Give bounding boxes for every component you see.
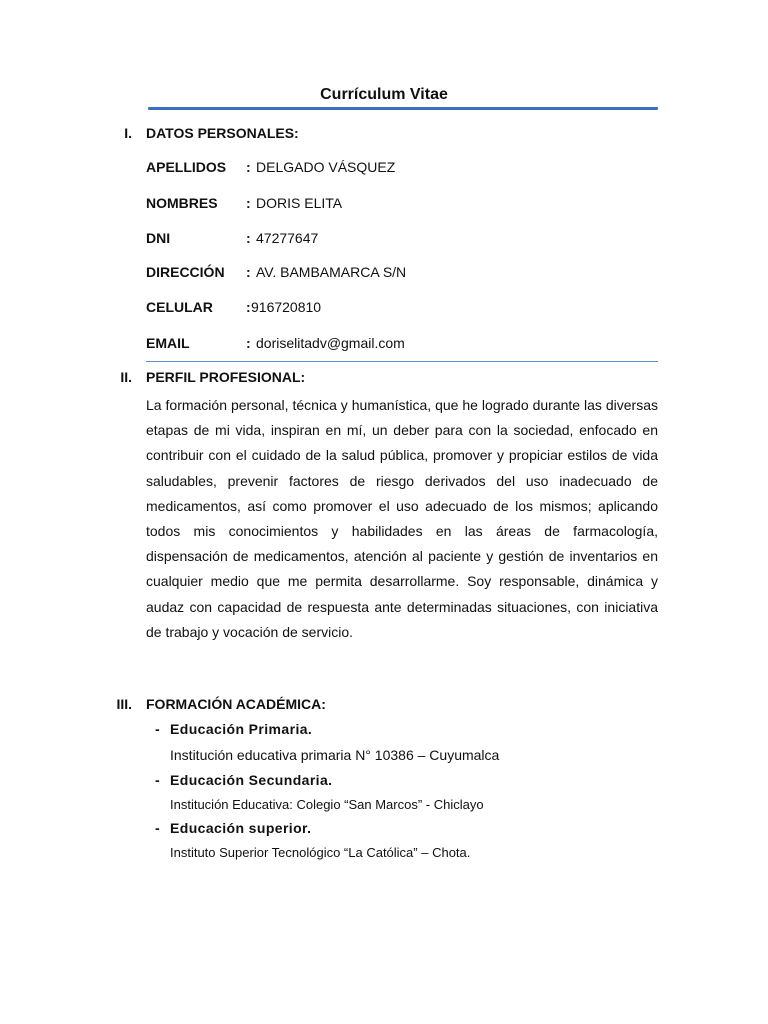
title-underline xyxy=(148,107,658,110)
field-separator: : xyxy=(246,159,251,175)
section-title-education: FORMACIÓN ACADÉMICA: xyxy=(146,696,326,712)
field-label-apellidos: APELLIDOS xyxy=(146,159,227,175)
field-value-dni: 47277647 xyxy=(256,230,319,246)
field-label-nombres: NOMBRES xyxy=(146,195,218,211)
section-number-profile: II. xyxy=(120,369,132,385)
field-separator: : xyxy=(246,335,251,351)
document-title: Currículum Vitae xyxy=(320,86,448,103)
education-item-detail: Instituto Superior Tecnológico “La Católica” – Chota. xyxy=(170,845,471,860)
field-label-dni: DNI xyxy=(146,230,171,246)
profile-paragraph: La formación personal, técnica y humanística, que he logrado durante las diversas etapas de mi vida, inspiran en mí, un deber para con la sociedad, enfocado en contribuir con el cuidado de la salud pública, promover y propiciar estilos de vida saludables, prevenir factores de riesgo derivados del uso inadecuado de medicamentos, así como promover el uso adecuado de los mismos; aplicando todos mis conocimientos y habilidades en las áreas de farmacología, dispensación de medicamentos, atención al paciente y gestión de inventarios en cualquier medio que me permita desarrollarme. Soy responsable, dinámica y audaz con capacidad de respuesta ante determinadas situaciones, con iniciativa de trabajo y vocación de servicio. xyxy=(146,397,658,640)
bullet-dash: - xyxy=(155,820,160,836)
field-separator: : xyxy=(246,264,251,280)
field-separator: : xyxy=(246,299,251,315)
field-label-email: EMAIL xyxy=(146,335,190,351)
field-value-apellidos: DELGADO VÁSQUEZ xyxy=(256,159,396,175)
section-number-personal: I. xyxy=(124,125,132,141)
section-title-personal: DATOS PERSONALES: xyxy=(146,125,299,141)
bullet-dash: - xyxy=(155,721,160,737)
bullet-dash: - xyxy=(155,772,160,788)
field-label-celular: CELULAR xyxy=(146,299,213,315)
field-value-celular: 916720810 xyxy=(251,299,322,315)
education-item-detail: Institución Educativa: Colegio “San Marcos” - Chiclayo xyxy=(170,797,484,812)
field-separator: : xyxy=(246,230,251,246)
section-divider xyxy=(146,361,658,362)
field-label-direccion: DIRECCIÓN xyxy=(146,264,225,280)
education-item-detail: Institución educativa primaria N° 10386 – Cuyumalca xyxy=(170,747,500,763)
education-item-title: Educación Secundaria. xyxy=(170,772,333,788)
field-separator: : xyxy=(246,195,251,211)
section-title-profile: PERFIL PROFESIONAL: xyxy=(146,369,306,385)
field-value-nombres: DORIS ELITA xyxy=(256,195,343,211)
education-item-title: Educación Primaria. xyxy=(170,721,313,737)
field-value-direccion: AV. BAMBAMARCA S/N xyxy=(256,264,407,280)
section-number-education: III. xyxy=(116,696,132,712)
field-value-email: doriselitadv@gmail.com xyxy=(256,335,405,351)
education-item-title: Educación superior. xyxy=(170,820,312,836)
